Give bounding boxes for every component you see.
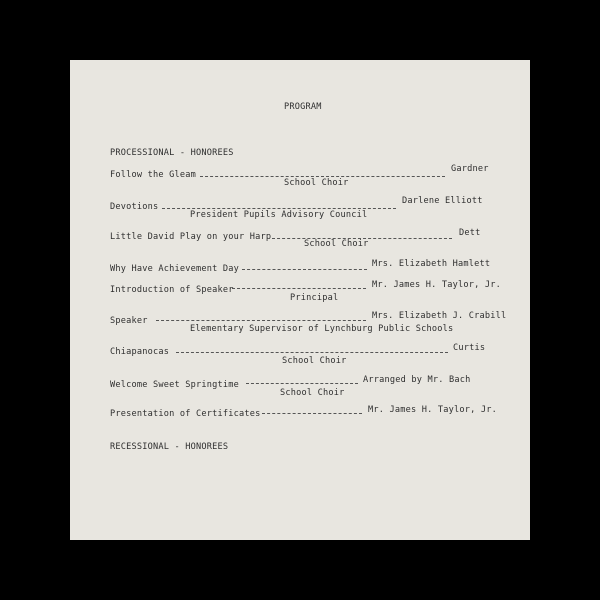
program-item-right: Mrs. Elizabeth Hamlett (372, 259, 491, 269)
program-item-right: Mr. James H. Taylor, Jr. (368, 405, 497, 415)
leader-dashes (176, 352, 448, 353)
program-item-right: Gardner (451, 164, 489, 174)
program-item-left: Little David Play on your Harp (110, 232, 272, 242)
program-item-right: Darlene Elliott (402, 196, 483, 206)
program-item-sub: School Choir (282, 356, 347, 366)
leader-dashes (200, 176, 445, 177)
program-item-left: Introduction of Speaker (110, 285, 234, 295)
recessional-line: RECESSIONAL - HONOREES (110, 442, 229, 452)
program-item-left: Welcome Sweet Springtime (110, 380, 239, 390)
program-sheet (70, 60, 530, 540)
program-item-left: Speaker (110, 316, 148, 326)
program-item-right: Mrs. Elizabeth J. Crabill (372, 311, 507, 321)
program-item-right: Arranged by Mr. Bach (363, 375, 471, 385)
leader-dashes (162, 208, 396, 209)
program-item-left: Chiapanocas (110, 347, 170, 357)
processional-line: PROCESSIONAL - HONOREES (110, 148, 234, 158)
program-item-left: Follow the Gleam (110, 170, 196, 180)
leader-dashes (242, 269, 367, 270)
program-item-right: Curtis (453, 343, 486, 353)
leader-dashes (262, 413, 362, 414)
program-item-sub: School Choir (284, 178, 349, 188)
program-item-sub: Elementary Supervisor of Lynchburg Public Schools (190, 324, 454, 334)
program-item-sub: Principal (290, 293, 339, 303)
program-title: PROGRAM (284, 102, 322, 112)
program-item-sub: President Pupils Advisory Council (190, 210, 368, 220)
leader-dashes (246, 383, 358, 384)
program-item-left: Devotions (110, 202, 159, 212)
program-item-left: Why Have Achievement Day (110, 264, 239, 274)
program-item-sub: School Choir (304, 239, 369, 249)
program-item-sub: School Choir (280, 388, 345, 398)
program-item-left: Presentation of Certificates (110, 409, 261, 419)
program-item-right: Mr. James H. Taylor, Jr. (372, 280, 501, 290)
leader-dashes (232, 288, 366, 289)
program-item-right: Dett (459, 228, 481, 238)
leader-dashes (156, 320, 366, 321)
